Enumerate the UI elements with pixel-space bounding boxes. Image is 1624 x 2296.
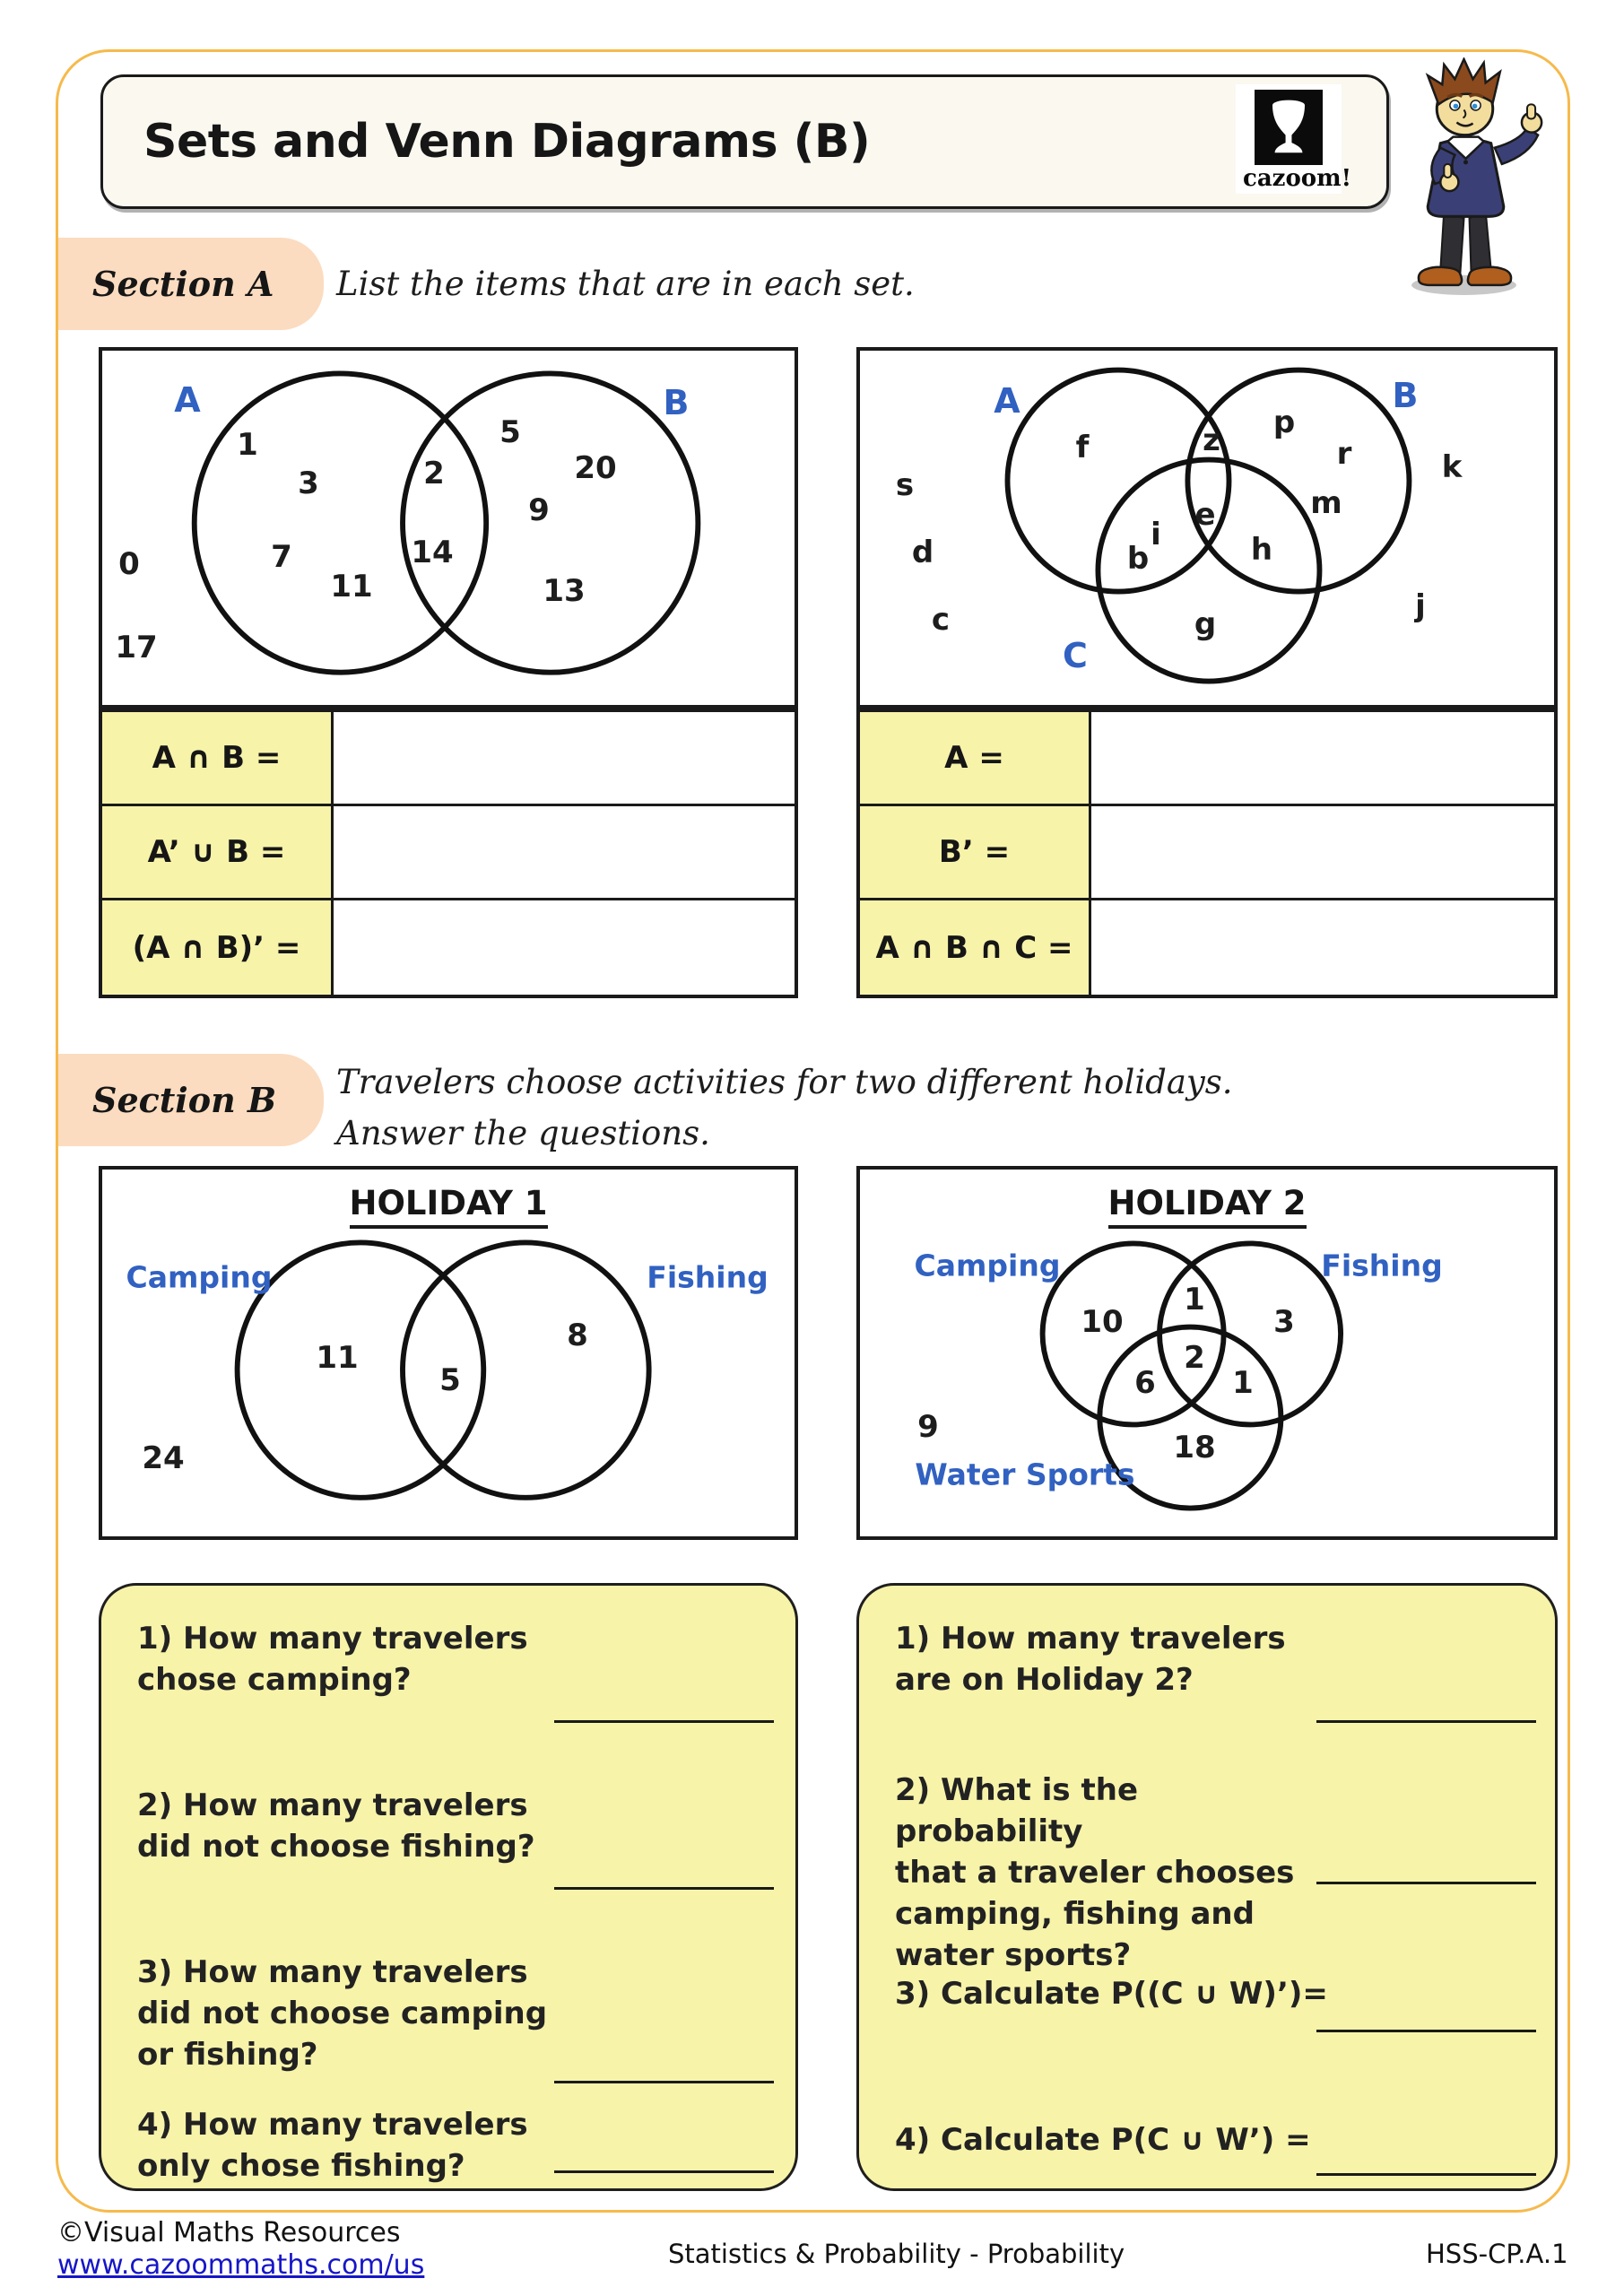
venn-value: 2 — [1184, 1340, 1205, 1376]
table-label: (A ∩ B)’ = — [132, 929, 301, 966]
question-text-line: 2) How many travelers — [137, 1787, 528, 1823]
answer-line[interactable] — [554, 1720, 774, 1723]
question-text-line: only chose fishing? — [137, 2148, 465, 2184]
venn-value: m — [1310, 485, 1342, 521]
venn-value: 17 — [115, 630, 158, 665]
question-text-line: did not choose fishing? — [137, 1829, 535, 1865]
venn-value: 14 — [411, 535, 454, 570]
question-text-line: 4) How many travelers — [137, 2107, 528, 2143]
table-label-cell — [860, 806, 1091, 900]
venn-value: 9 — [917, 1409, 939, 1445]
answer-line[interactable] — [1316, 1882, 1536, 1884]
table-label: A ∩ B = — [152, 740, 282, 776]
table-answer-cell[interactable] — [334, 900, 795, 995]
mascot-illustration — [1383, 57, 1549, 301]
venn-box-two-set — [99, 347, 798, 709]
instruction-line: Answer the questions. — [336, 1114, 710, 1152]
question-text-line: camping, fishing and — [895, 1896, 1255, 1932]
set-a-label: A — [994, 381, 1020, 421]
set-b-label: B — [663, 383, 690, 422]
question-item — [137, 1618, 568, 1700]
table-label-cell — [102, 806, 334, 900]
questions-box-left — [99, 1583, 798, 2191]
venn-value: 9 — [528, 492, 550, 528]
question-text-line: did not choose camping — [137, 1996, 548, 2031]
answer-line[interactable] — [554, 2170, 774, 2173]
section-a-label: Section A — [58, 238, 324, 330]
venn-value: 2 — [423, 456, 445, 491]
venn-value: 11 — [330, 569, 373, 604]
question-text-line: chose camping? — [137, 1662, 412, 1698]
holiday2-title: HOLIDAY 2 — [860, 1184, 1554, 1222]
venn-value: i — [1151, 517, 1161, 552]
venn-value: p — [1272, 404, 1296, 440]
answer-line[interactable] — [1316, 2030, 1536, 2032]
venn-value: d — [911, 535, 934, 570]
holiday1-box — [99, 1166, 798, 1540]
section-b-label: Section B — [58, 1054, 324, 1146]
questions-box-right — [856, 1583, 1558, 2191]
section-a-instruction: List the items that are in each set. — [336, 265, 915, 303]
section-b-instruction — [336, 1057, 1233, 1159]
venn-value: 24 — [142, 1440, 185, 1476]
venn-value: 5 — [439, 1362, 461, 1398]
set-b-label: B — [1392, 376, 1419, 415]
venn-value: 3 — [1273, 1304, 1295, 1340]
question-item — [895, 1973, 1361, 2014]
venn-value: 11 — [316, 1340, 359, 1376]
venn-two-circles-icon — [102, 351, 795, 705]
question-text-line: are on Holiday 2? — [895, 1662, 1194, 1698]
table-label: A ∩ B ∩ C = — [875, 929, 1073, 966]
cazoom-logo-text: cazoom! — [1243, 165, 1352, 192]
fishing-label: Fishing — [1321, 1248, 1443, 1283]
venn-value: h — [1250, 532, 1273, 568]
venn-value: j — [1415, 588, 1426, 624]
instruction-line: Travelers choose activities for two different holidays. — [336, 1063, 1233, 1101]
water-sports-label: Water Sports — [915, 1457, 1135, 1492]
table-label-cell — [860, 900, 1091, 995]
fishing-label: Fishing — [647, 1259, 769, 1295]
question-text-line: 3) Calculate P((C ∪ W)’)= — [895, 1976, 1328, 2012]
venn-value: s — [895, 467, 915, 503]
venn-value: b — [1126, 541, 1150, 577]
question-item — [895, 1618, 1325, 1700]
venn-value: 8 — [567, 1318, 588, 1353]
venn-value: e — [1194, 497, 1216, 533]
title-banner — [100, 74, 1389, 209]
footer-link[interactable]: www.cazoommaths.com/us — [57, 2249, 425, 2281]
answer-line[interactable] — [1316, 1720, 1536, 1723]
venn-value: 10 — [1081, 1304, 1124, 1340]
table-label: A = — [944, 740, 1004, 776]
answer-line[interactable] — [554, 1887, 774, 1890]
table-label-cell — [860, 712, 1091, 806]
holiday1-circles-icon — [102, 1170, 795, 1536]
question-item — [895, 1770, 1325, 1976]
question-item — [137, 1785, 568, 1867]
answer-line[interactable] — [1316, 2173, 1536, 2176]
question-text-line: that a traveler chooses — [895, 1855, 1295, 1891]
camping-label: Camping — [126, 1259, 273, 1295]
venn-value: f — [1075, 430, 1090, 465]
question-text-line: 4) Calculate P(C ∪ W’) = — [895, 2122, 1311, 2158]
venn-value: 3 — [298, 465, 319, 501]
venn-value: 1 — [237, 427, 258, 463]
table-label: B’ = — [938, 834, 1011, 870]
camping-label: Camping — [914, 1248, 1061, 1283]
venn-box-three-set — [856, 347, 1558, 709]
table-label-cell — [102, 712, 334, 806]
table-label: A’ ∪ B = — [147, 834, 286, 870]
page-title: Sets and Venn Diagrams (B) — [143, 115, 871, 169]
table-answer-cell[interactable] — [1091, 900, 1554, 995]
venn-value: 20 — [574, 450, 617, 486]
question-text-line: 1) How many travelers — [137, 1621, 528, 1657]
footer-standard-code: HSS-CP.A.1 — [1426, 2239, 1568, 2269]
venn-value: 1 — [1184, 1282, 1205, 1318]
cazoom-goblet-icon — [1255, 90, 1323, 165]
question-item — [895, 2119, 1361, 2161]
venn-value: 18 — [1173, 1430, 1216, 1465]
venn-value: 0 — [118, 546, 140, 582]
holiday2-box — [856, 1166, 1558, 1540]
footer-copyright: ©Visual Maths Resources — [57, 2217, 401, 2248]
table-answer-cell[interactable] — [1091, 806, 1554, 900]
set-table-right — [856, 709, 1558, 998]
footer-topic: Statistics & Probability - Probability — [668, 2239, 1125, 2269]
holiday1-title: HOLIDAY 1 — [102, 1184, 795, 1222]
answer-line[interactable] — [554, 2081, 774, 2083]
question-text-line: 2) What is the probability — [895, 1772, 1139, 1849]
venn-value: g — [1194, 606, 1217, 642]
venn-value: z — [1203, 422, 1220, 458]
question-text-line: water sports? — [895, 1937, 1132, 1973]
cazoom-logo — [1236, 84, 1352, 194]
question-text-line: 3) How many travelers — [137, 1954, 528, 1990]
venn-value: 13 — [543, 573, 586, 609]
venn-value: 1 — [1232, 1365, 1254, 1401]
table-answer-cell[interactable] — [334, 712, 795, 806]
table-answer-cell[interactable] — [334, 806, 795, 900]
question-text-line: 1) How many travelers — [895, 1621, 1286, 1657]
set-c-label: C — [1063, 636, 1088, 675]
question-item — [137, 2104, 568, 2187]
set-a-label: A — [174, 380, 201, 420]
question-item — [137, 1952, 568, 2075]
venn-value: 6 — [1134, 1365, 1156, 1401]
question-text-line: or fishing? — [137, 2037, 318, 2073]
venn-value: 5 — [499, 414, 521, 450]
table-label-cell — [102, 900, 334, 995]
table-answer-cell[interactable] — [1091, 712, 1554, 806]
venn-value: 7 — [271, 539, 292, 575]
venn-value: c — [931, 602, 951, 638]
set-table-left — [99, 709, 798, 998]
venn-value: k — [1441, 449, 1463, 485]
venn-value: r — [1336, 436, 1352, 472]
